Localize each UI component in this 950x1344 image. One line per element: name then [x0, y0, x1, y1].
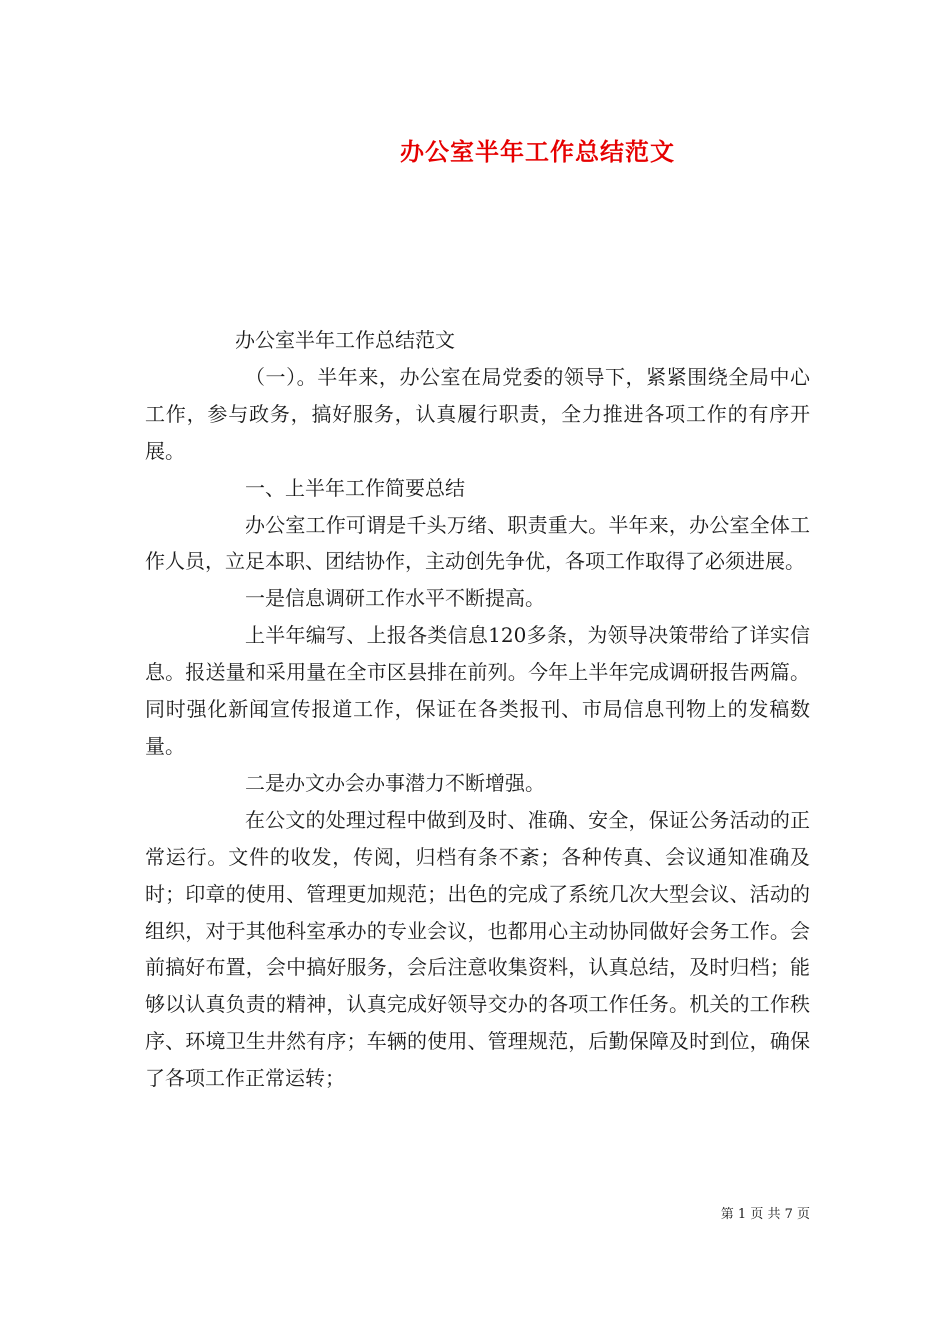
subsection-heading: 一是信息调研工作水平不断提高。 — [245, 586, 545, 611]
section-heading: 一、上半年工作简要总结 — [245, 475, 465, 500]
body-heading: 办公室半年工作总结范文 — [235, 328, 455, 352]
paragraph: （一）。半年来，办公室在局党委的领导下，紧紧围绕全局中心工作，参与政务，搞好服务，认真履行职责，全力推进各项工作的有序开展。 — [145, 364, 810, 463]
paragraph: 在公文的处理过程中做到及时、准确、安全，保证公务活动的正常运行。文件的收发，传阅，归档有条不紊；各种传真、会议通知准确及时；印章的使用、管理更加规范；出色的完成了系统几次大型会议、活动的组织，对于其他科室承办的专业会议，也都用心主动协同做好会务工作。会前搞好布置，会中搞好服务，会后注意收集资料，认真总结，及时归档；能够以认真负责的精神，认真完成好领导交办的各项工作任务。机关的工作秩序、环境卫生井然有序；车辆的使用、管理规范，后勤保障及时到位，确保了各项工作正常运转； — [145, 807, 810, 1091]
subsection-heading: 二是办文办会办事潜力不断增强。 — [245, 770, 545, 795]
page-number-footer: 第 1 页 共 7 页 — [720, 1207, 810, 1222]
paragraph: 办公室工作可谓是千头万绪、职责重大。半年来，办公室全体工作人员，立足本职、团结协作，主动创先争优，各项工作取得了必须进展。 — [145, 512, 810, 574]
document-title: 办公室半年工作总结范文 — [400, 137, 675, 166]
paragraph: 上半年编写、上报各类信息120多条，为领导决策带给了详实信息。报送量和采用量在全市区县排在前列。今年上半年完成调研报告两篇。同时强化新闻宣传报道工作，保证在各类报刊、市局信息刊物上的发稿数量。 — [145, 623, 810, 758]
document-body — [145, 322, 810, 1097]
